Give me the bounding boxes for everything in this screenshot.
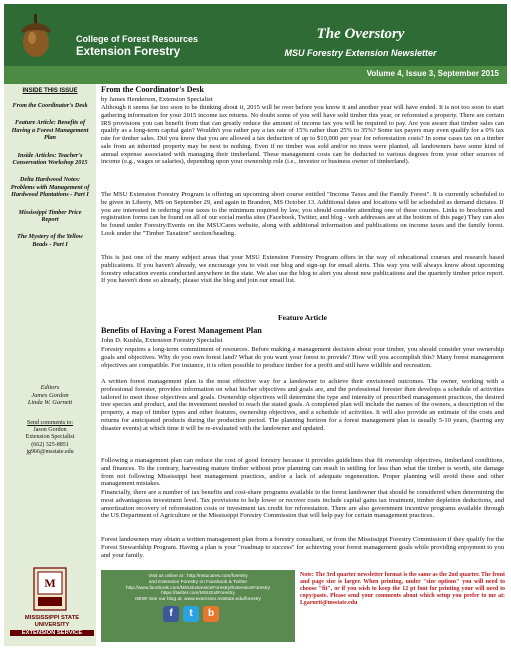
feature-paragraph: Financially, there are a number of tax benefits and cost-share programs available to the forest landowner that should be considered when determining the most advantageous investment level. Tax provisions to help lower or recover costs include capital gains tax treatment, timber depletion deductions, and amortization recovery of reforestation costs or investment tax credit for reforestation. There are also government incentive programs available through the US Department of Agriculture or the Mississippi Forestry Commission that will help pay for certain management practices. xyxy=(101,489,504,520)
volume-band xyxy=(4,66,507,84)
footer-twitter-link[interactable]: https://twitter.com/MSUExtForestry xyxy=(161,591,235,597)
sidebar-item-teacher-workshop[interactable]: Inside Articles: Teacher's Conservation Workshop 2015 xyxy=(12,151,88,167)
department-name: Extension Forestry xyxy=(76,46,181,58)
msu-logo-line1: MISSISSIPPI STATE xyxy=(24,615,80,621)
footer-website-link[interactable]: Visit us online at : http://msucares.com/forestry xyxy=(148,574,248,579)
note-label: Note: xyxy=(300,572,314,578)
footer-blog-link[interactable]: NEW! See our blog at: www.extension.msstate.edu/forestry xyxy=(135,597,261,603)
send-comments-label: Send comments to: xyxy=(27,420,73,426)
footer-text xyxy=(105,574,291,603)
sidebar-item-feature[interactable]: Feature Article: Benefits of Having a Forest Management Plan xyxy=(11,119,89,142)
college-name: College of Forest Resources xyxy=(76,34,199,44)
contact-email[interactable]: jg966@msstate.edu xyxy=(26,448,74,455)
sidebar-item-coordinator[interactable]: From the Coordinator's Desk xyxy=(12,102,88,109)
blog-icon[interactable]: b xyxy=(203,606,219,622)
editor-name: Linda W. Garnett xyxy=(27,399,73,407)
footer-facebook-link[interactable]: http://www.facebook.com/MSUExtensionForestry/ExtensionForestry xyxy=(126,585,270,591)
newsletter-header xyxy=(4,4,507,84)
volume-issue: Volume 4, Issue 3, September 2015 xyxy=(366,69,499,78)
editor-name: James Gordon xyxy=(31,391,69,399)
msu-logo-line3: EXTENSION SERVICE xyxy=(10,630,94,636)
coordinator-paragraph: This is just one of the many subject areas that your MSU Extension Forestry Program offers in the way of educational courses and research based publications. If you haven't already, we encourage you to visit our blog and sign-up for email alerts. This way you will always know about upcoming forestry education events conducted anywhere in the state. We also use the blog to alert you about new publications and the quarterly timber price report. If you haven't done so already, please visit the blog and join our email list. xyxy=(101,254,504,285)
facebook-icon[interactable]: f xyxy=(163,606,179,622)
issue-contents xyxy=(4,84,96,248)
sidebar-item-timber-price[interactable]: Mississippi Timber Price Report xyxy=(18,208,82,224)
msu-extension-logo xyxy=(8,566,92,642)
editors-credit xyxy=(4,384,96,407)
sidebar-heading: INSIDE THIS ISSUE xyxy=(22,88,78,94)
feature-label: Feature Article xyxy=(278,313,327,322)
contact-name: Jason Gordon xyxy=(33,427,67,434)
editors-label: Editors xyxy=(40,384,60,391)
college-banner xyxy=(4,4,214,66)
note-text: The 3rd quarter newsletter format is the same as the 2nd quarter. The front and page size is larger. When printing, under "size options" you will need to choose "fit", or if you wish to keep the 12 pt font for printing your will need to copy/paste. Please send your comments about which setup you prefer to me at: Lgarnett@msstate.edu xyxy=(300,572,505,607)
coordinator-paragraph: Although it seems far too soon to be thinking about it, 2015 will be over before you know it and another year will have ended. It is not too soon to start gathering information for your 2015 income tax returns. No doubt some of you will have sold timber this year, or reforested a property. There are certain IRS provisions you can benefit from that can greatly reduce the amount of income tax you will be required to pay. Are you aware that timber sales can qualify as a long-term capital gain? Wouldn't you rather pay a tax rate of 15% rather than 25% to 35%? Some tax payers may even qualify for a 0% tax rate for timber sales. Did you know that you are allowed a tax deduction of up to $10,000 per year for reforestation costs? In some cases tax on a timber sale from an inherited property may be next to nothing. Even if no timber was sold and/or no trees were planted, all landowners have some kind of annual expense associated with managing their timberland. These management costs can be deducted to various degrees from your other sources of income (e.g., wages or salaries), depending upon your ownership role (i.e., investor or business owner of timberland). xyxy=(101,104,504,166)
footer-links-box xyxy=(101,570,295,642)
format-note xyxy=(300,572,505,607)
contact-phone: (662) 325-8851 xyxy=(31,441,69,448)
sidebar-item-yellow-beads[interactable]: The Mystery of the Yellow Beads - Part I xyxy=(17,233,83,248)
msu-seal-icon xyxy=(8,566,92,614)
acorn-icon xyxy=(16,10,56,60)
feature-paragraph: Forestry requires a long-term commitment of resources. Before making a management decision about your timber, you should consider your ownership goals and objectives. Why do you own forest land? What do you want your forest to provide? How will you accomplish this? Many forest management objectives are compatible. For instance, it is often possible to produce timber for a profit and still have wildlife and recreation. xyxy=(101,346,504,369)
newsletter-subtitle: MSU Forestry Extension Newsletter xyxy=(284,48,437,58)
twitter-icon[interactable]: t xyxy=(183,606,199,622)
feature-paragraph: Following a management plan can reduce the cost of good forestry because it provides guidelines that fit ownership objectives, timberland conditions, and finances. To the contrary, harvesting mature timber without prior planning can result in settling for less than what the timber is worth, site damage from not following Mississippi best management practices, and/or a lack of adequate regeneration. Proper planning will avoid these and other management mistakes. xyxy=(101,457,504,488)
msu-logo-line2: UNIVERSITY xyxy=(34,622,70,628)
contact-info xyxy=(4,420,96,456)
sidebar-item-delta-hardwood[interactable]: Delta Hardwood Notes: Problems with Management of Hardwood Plantations - Part I xyxy=(10,176,90,199)
footer-social-note: and Extension Forestry on Facebook & Twitter xyxy=(148,579,248,585)
sidebar xyxy=(4,84,96,646)
feature-byline: John D. Kushla, Extension Forestry Specialist xyxy=(101,337,223,344)
coordinator-byline: by James Henderson, Extension Specialist xyxy=(101,96,213,103)
newsletter-title: The Overstory xyxy=(316,26,405,42)
coordinator-paragraph: The MSU Extension Forestry Program is offering an upcoming short course entitled "Income Taxes and the Family Forest". It is currently scheduled to be given in Liberty, MS on September 29, and again in Brandon, MS October 13. Additional dates and locations will be scheduled as demand dictates. If you are interested in ordering your taxes to the minimum required by law, you should consider attending one of these courses. Links to brochures and registration forms can be found on all of our social media sites (Facebook, Twitter, and blog - web addresses are at the bottom of this page) They can also be found under Forestry/Events on the MSUCares website, along with additional information and publications on income taxes and the family forest. Look under the "Timber Taxation" section/heading. xyxy=(101,191,504,237)
feature-paragraph: Forest landowners may obtain a written management plan from a forestry consultant, or from the Mississippi Forestry Commission if they qualify for the Forest Stewardship Program. Having a plan is your "roadmap to success" for achieving your forest management goals while providing enjoyment to you and your family. xyxy=(101,536,504,559)
contact-title: Extension Specialist xyxy=(25,434,75,441)
coordinator-title: From the Coordinator's Desk xyxy=(101,85,204,94)
feature-title: Benefits of Having a Forest Management Plan xyxy=(101,326,262,335)
feature-paragraph: A written forest management plan is the most effective way for a landowner to achieve their envisioned outcomes. The owner, working with a professional forester, provides information on what his/her objectives and goals are, and the professional forester then develops a schedule of activities tailored to meet those objectives and goals. Ownership objectives will determine the type and intensity of prescribed management practices, the desired tree species and product, and the investment needed to reach the stated goals. A completed plan will include the names of the owners, a description of the property, a map of timber types and other features, ownership objectives, and a schedule of activities. It will also provide an estimate of the costs and returns for anticipated products during the production period. The planning horizon for a forest management plan is usually 5-10 years, (barring any disaster events) at which time it will be re-evaluated with the landowner and updated. xyxy=(101,378,504,432)
svg-text:M: M xyxy=(44,576,56,590)
